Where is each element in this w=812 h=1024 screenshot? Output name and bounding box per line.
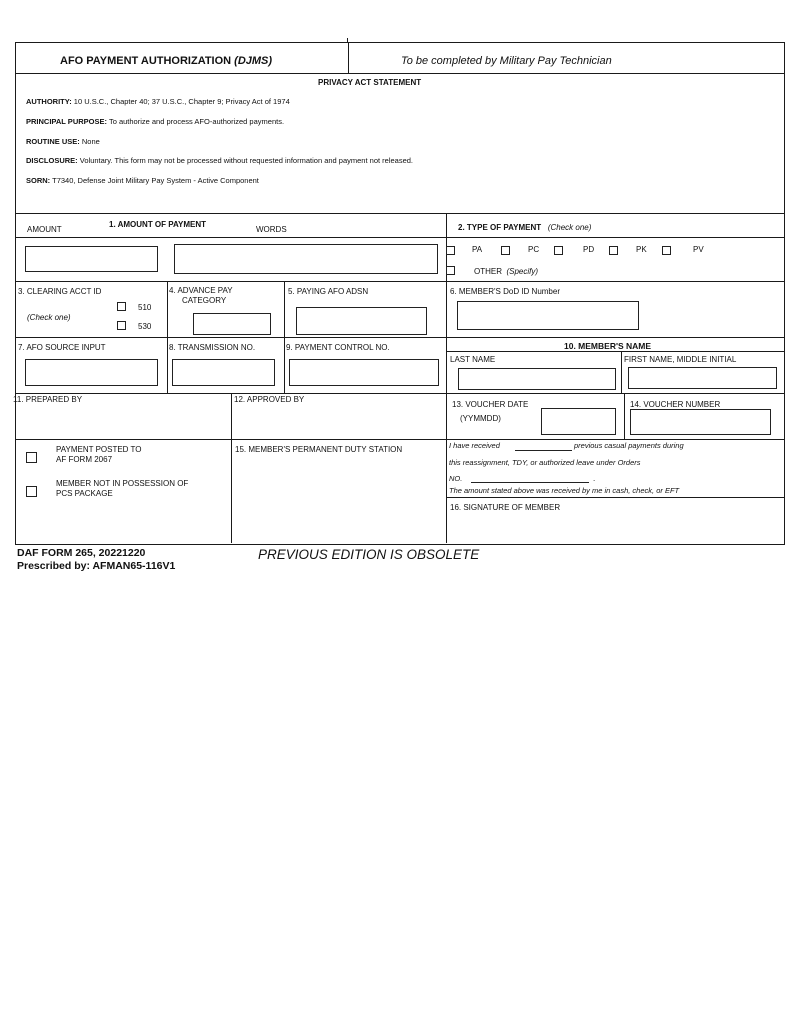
type-pc-label: PC: [528, 245, 540, 254]
clearing-acct-label: 3. CLEARING ACCT ID: [18, 287, 102, 296]
first-name-label: FIRST NAME, MIDDLE INITIAL: [624, 355, 737, 364]
received-line-1b: previous casual payments during: [574, 441, 684, 450]
dod-id-input[interactable]: [457, 301, 639, 330]
voucher-number-label: 14. VOUCHER NUMBER: [630, 400, 721, 409]
amount-heading: 1. AMOUNT OF PAYMENT: [109, 220, 207, 229]
prepared-by-label: 11. PREPARED BY: [13, 395, 83, 404]
voucher-number-input[interactable]: [630, 409, 771, 435]
member-name-heading-rule: [446, 351, 784, 352]
payment-posted-label-1: PAYMENT POSTED TO: [56, 445, 142, 454]
afo-source-input[interactable]: [25, 359, 158, 386]
dod-id-label: 6. MEMBER'S DoD ID Number: [450, 287, 560, 296]
payment-control-label: 9. PAYMENT CONTROL NO.: [286, 343, 390, 352]
privacy-routine-use: ROUTINE USE: None: [26, 137, 100, 146]
voucher-date-label: 13. VOUCHER DATE: [452, 400, 529, 409]
transmission-label: 8. TRANSMISSION NO.: [169, 343, 256, 352]
not-in-possession-label-2: PCS PACKAGE: [56, 489, 113, 498]
voucher-date-format: (YYMMDD): [460, 414, 501, 423]
name-divider: [621, 351, 622, 393]
orders-number-blank[interactable]: [471, 482, 589, 483]
advance-pay-input[interactable]: [193, 313, 271, 335]
payment-posted-label-2: AF FORM 2067: [56, 455, 113, 464]
payment-posted-checkbox[interactable]: [26, 452, 37, 463]
amount-label: AMOUNT: [27, 225, 62, 234]
clearing-530-label: 530: [138, 322, 152, 331]
type-pd-checkbox[interactable]: [554, 246, 563, 255]
type-other-label: OTHER (Specify): [474, 267, 539, 276]
duty-station-label: 15. MEMBER'S PERMANENT DUTY STATION: [235, 445, 403, 454]
words-label: WORDS: [256, 225, 287, 234]
payment-control-input[interactable]: [289, 359, 439, 386]
amount-words-input[interactable]: [174, 244, 438, 274]
type-pv-label: PV: [693, 245, 704, 254]
type-pa-checkbox[interactable]: [446, 246, 455, 255]
row4-rule: [16, 393, 784, 394]
row5-rule: [16, 439, 784, 440]
privacy-authority: AUTHORITY: 10 U.S.C., Chapter 40; 37 U.S.C., Chapter 9; Privacy Act of 1974: [26, 97, 290, 106]
privacy-disclosure: DISCLOSURE: Voluntary. This form may not be processed without requested information and payment not released.: [26, 156, 414, 165]
privacy-heading: PRIVACY ACT STATEMENT: [318, 78, 422, 87]
completed-by-note: To be completed by Military Pay Technician: [401, 55, 612, 67]
privacy-sorn: SORN: T7340, Defense Joint Military Pay System - Active Component: [26, 176, 259, 185]
clearing-510-checkbox[interactable]: [117, 302, 126, 311]
received-orders-no: NO.: [449, 474, 463, 483]
type-pv-checkbox[interactable]: [662, 246, 671, 255]
advance-pay-label-1: 4. ADVANCE PAY: [169, 286, 233, 295]
col-divider-11-12: [231, 393, 232, 543]
row2-rule: [16, 281, 784, 282]
signature-area[interactable]: [448, 515, 782, 541]
row3-rule: [16, 337, 784, 338]
privacy-bottom-rule: [16, 213, 784, 214]
type-other-checkbox[interactable]: [446, 266, 455, 275]
not-in-possession-label-1: MEMBER NOT IN POSSESSION OF: [56, 479, 189, 488]
signature-rule: [446, 497, 784, 498]
received-line-1: I have received: [449, 441, 500, 450]
clearing-510-label: 510: [138, 303, 152, 312]
signature-label: 16. SIGNATURE OF MEMBER: [450, 503, 561, 512]
col-divider-13-14: [624, 393, 625, 439]
type-pa-label: PA: [472, 245, 483, 254]
paying-afo-input[interactable]: [296, 307, 427, 335]
previous-edition-note: PREVIOUS EDITION IS OBSOLETE: [258, 547, 480, 562]
type-pk-checkbox[interactable]: [609, 246, 618, 255]
header-divider: [348, 43, 349, 73]
approved-by-label: 12. APPROVED BY: [234, 395, 305, 404]
transmission-input[interactable]: [172, 359, 275, 386]
paying-afo-label: 5. PAYING AFO ADSN: [288, 287, 369, 296]
last-name-label: LAST NAME: [450, 355, 496, 364]
privacy-purpose: PRINCIPAL PURPOSE: To authorize and process AFO-authorized payments.: [26, 117, 285, 126]
advance-pay-label-2: CATEGORY: [182, 296, 227, 305]
received-line-2: this reassignment, TDY, or authorized leave under Orders: [449, 458, 641, 467]
afo-payment-form: [15, 42, 785, 545]
col-divider-type: [446, 213, 447, 543]
amount-input[interactable]: [25, 246, 158, 272]
row1-rule: [16, 237, 784, 238]
type-of-payment-heading: 2. TYPE OF PAYMENT (Check one): [458, 223, 592, 232]
member-name-heading: 10. MEMBER'S NAME: [564, 341, 652, 351]
last-name-input[interactable]: [458, 368, 616, 390]
header-bottom-rule: [16, 73, 784, 74]
clearing-acct-note: (Check one): [27, 313, 71, 322]
form-title: AFO PAYMENT AUTHORIZATION (DJMS): [60, 55, 273, 67]
first-name-input[interactable]: [628, 367, 777, 389]
prescribed-by: Prescribed by: AFMAN65-116V1: [17, 560, 176, 572]
not-in-possession-checkbox[interactable]: [26, 486, 37, 497]
type-pc-checkbox[interactable]: [501, 246, 510, 255]
type-pd-label: PD: [583, 245, 595, 254]
type-pk-label: PK: [636, 245, 647, 254]
form-title-suffix: (DJMS): [234, 55, 273, 67]
clearing-530-checkbox[interactable]: [117, 321, 126, 330]
received-count-blank[interactable]: [515, 450, 572, 451]
form-id: DAF FORM 265, 20221220: [17, 547, 146, 559]
received-orders-dot: .: [593, 474, 596, 483]
afo-source-label: 7. AFO SOURCE INPUT: [18, 343, 106, 352]
voucher-date-input[interactable]: [541, 408, 616, 435]
received-line-3: The amount stated above was received by me in cash, check, or EFT: [449, 486, 680, 495]
